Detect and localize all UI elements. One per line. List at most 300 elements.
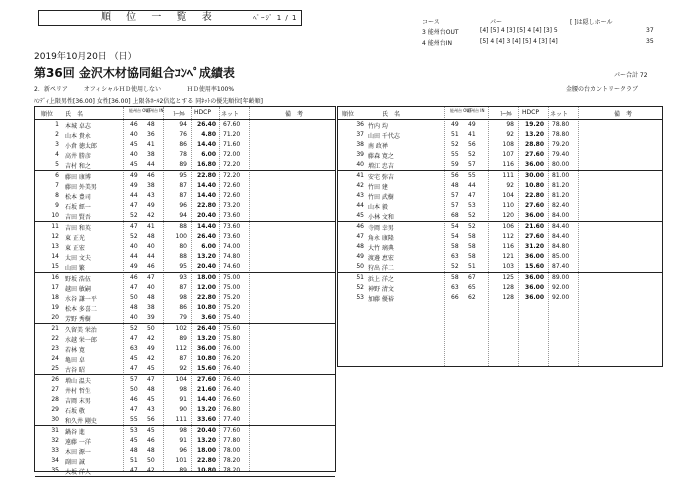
name-cell: 竹田 建 (368, 184, 388, 191)
official-hd-note: オフィシャルＨＤ使用しない (83, 86, 161, 93)
hdcp-cell: 13.20 (197, 437, 216, 444)
in-score-cell: 42 (147, 355, 155, 362)
hdcp-cell: 13.20 (197, 406, 216, 413)
name-cell: 山本 貴永 (65, 133, 91, 140)
net-cell: 77.40 (223, 416, 241, 423)
hdcp-cell: 22.80 (197, 294, 216, 301)
rank-cell: 53 (356, 294, 364, 301)
gross-cell: 87 (179, 182, 187, 189)
net-cell: 74.00 (223, 243, 241, 250)
out-score-cell: 55 (451, 151, 459, 158)
hdcp-cell: 20.40 (197, 427, 216, 434)
in-score-cell: 58 (468, 233, 476, 240)
name-cell: 東 正光 (65, 235, 85, 242)
gross-cell: 104 (502, 192, 514, 199)
in-score-cell: 48 (147, 294, 155, 301)
in-score-cell: 65 (468, 284, 476, 291)
net-cell: 82.40 (552, 202, 570, 209)
rank-cell: 25 (51, 365, 59, 372)
name-cell: 東 正宏 (65, 245, 85, 252)
hidden-hole-note: [ ]は隠しホール (570, 19, 613, 26)
course-label: コース (422, 19, 440, 26)
name-cell: 石坂 敬 (65, 408, 85, 415)
club-name: 金腰の台カントリークラブ (566, 86, 639, 93)
in-score-cell: 48 (147, 447, 155, 454)
name-cell: 安宅 弥吉 (368, 174, 394, 181)
event-date: 2019年10月20日 （日） (34, 52, 137, 62)
rank-cell: 4 (55, 151, 59, 158)
name-cell: 若林 寛 (65, 347, 85, 354)
name-cell: 山田 繁 (65, 265, 85, 272)
gross-cell: 89 (179, 161, 187, 168)
name-cell: 浜上 洋之 (368, 276, 394, 283)
hdcp-cell: 36.00 (525, 274, 544, 281)
par-label: パー (490, 19, 503, 26)
in-score-cell: 41 (147, 223, 155, 230)
rank-cell: 49 (356, 253, 364, 260)
name-cell: 古谷 昭 (65, 367, 85, 374)
table-row (35, 344, 335, 354)
hdcp-cell: 14.40 (197, 396, 216, 403)
name-cell: 山本 毅 (368, 204, 388, 211)
net-cell: 72.60 (223, 182, 241, 189)
gross-cell: 111 (175, 416, 187, 423)
out-score-cell: 48 (130, 304, 138, 311)
hdcp-cell: 36.00 (525, 294, 544, 301)
net-cell: 75.40 (223, 314, 241, 321)
in-score-cell: 45 (147, 396, 155, 403)
rank-cell: 12 (51, 233, 59, 240)
gross-cell: 94 (179, 121, 187, 128)
name-cell: 井村 哲生 (65, 388, 91, 395)
rank-cell: 21 (51, 325, 59, 332)
rank-cell: 33 (51, 447, 59, 454)
name-cell: 寺岡 幸男 (368, 225, 394, 232)
hdcp-cell: 36.00 (525, 284, 544, 291)
rank-header: 順位 (342, 111, 355, 118)
rank-cell: 7 (55, 182, 59, 189)
net-cell: 74.80 (223, 253, 241, 260)
net-cell: 92.00 (552, 284, 570, 291)
hdcp-cell: 20.40 (197, 263, 216, 270)
hdcp-cell: 13.20 (197, 335, 216, 342)
gross-cell: 116 (502, 243, 514, 250)
gross-cell: 98 (179, 294, 187, 301)
net-cell: 67.60 (223, 121, 241, 128)
table-row (35, 375, 335, 385)
rank-cell: 8 (55, 192, 59, 199)
in-score-cell: 49 (468, 121, 476, 128)
in-score-cell: 38 (147, 304, 155, 311)
table-row (35, 446, 335, 456)
net-cell: 84.40 (552, 233, 570, 240)
net-cell: 81.00 (552, 172, 570, 179)
net-cell: 89.00 (552, 274, 570, 281)
hdcp-cell: 33.60 (197, 416, 216, 423)
out-score-cell: 46 (130, 274, 138, 281)
hd-usage-note: ＨＤ使用率100% (186, 86, 235, 93)
net-cell: 74.60 (223, 263, 241, 270)
name-cell: 竹田 武樹 (368, 194, 394, 201)
rank-cell: 52 (356, 284, 364, 291)
table-row (338, 140, 662, 150)
name-cell: 南 政禅 (368, 143, 388, 150)
rank-cell: 24 (51, 355, 59, 362)
banner-title: 順 位 一 覧 表 (101, 12, 218, 23)
handicap-rule: ﾊﾝﾃﾞｨ上限男性[36.00] 女性[36.00] 上限各ﾎｰﾙ2倍迄とする 同ﾈｯﾄの優先順位[年齢順] (34, 98, 263, 105)
hdcp-cell: 18.00 (197, 447, 216, 454)
gross-header: ﾄｰﾀﾙ (173, 111, 186, 118)
hdcp-cell: 6.00 (201, 151, 216, 158)
course-total: 35 (646, 38, 654, 45)
net-cell: 75.00 (223, 284, 241, 291)
gross-cell: 91 (179, 396, 187, 403)
net-cell: 79.20 (552, 141, 570, 148)
name-cell: 藤田 康博 (65, 174, 91, 181)
name-header: 氏 名 (382, 111, 401, 118)
hdcp-cell: 10.80 (525, 182, 544, 189)
out-score-cell: 45 (130, 141, 138, 148)
name-cell: 水越 栄一郎 (65, 337, 97, 344)
table-row (35, 150, 335, 160)
course-holes: [5] 4 [4] 3 [4] [5] 4 [3] [4] (480, 38, 558, 45)
gross-cell: 103 (502, 263, 514, 270)
out-score-cell: 58 (451, 243, 459, 250)
table-row (35, 426, 335, 436)
rank-cell: 37 (356, 131, 364, 138)
out-score-cell: 49 (130, 172, 138, 179)
net-cell: 73.60 (223, 233, 241, 240)
gross-cell: 88 (179, 223, 187, 230)
rank-cell: 48 (356, 243, 364, 250)
out-score-cell: 40 (130, 314, 138, 321)
net-cell: 76.00 (223, 345, 241, 352)
gross-cell: 88 (179, 253, 187, 260)
out-score-cell: 52 (130, 325, 138, 332)
hdcp-cell: 22.80 (197, 172, 216, 179)
in-score-cell: 53 (468, 202, 476, 209)
name-cell: 増山 温夫 (65, 378, 91, 385)
table-row (35, 415, 335, 426)
table-row (35, 120, 335, 130)
rank-cell: 51 (356, 274, 364, 281)
par-total: パー合計 72 (614, 72, 648, 79)
gross-cell: 96 (179, 202, 187, 209)
hdcp-cell: 27.60 (197, 376, 216, 383)
gross-cell: 125 (502, 274, 514, 281)
net-cell: 72.20 (223, 161, 241, 168)
gross-cell: 86 (179, 304, 187, 311)
gross-cell: 106 (502, 223, 514, 230)
table-row (35, 160, 335, 171)
name-cell: 増江 忠吉 (368, 163, 394, 170)
out-score-cell: 52 (451, 263, 459, 270)
in-score-cell: 62 (468, 294, 476, 301)
in-score-cell: 47 (147, 274, 155, 281)
out-score-cell: 47 (130, 223, 138, 230)
out-score-cell: 51 (130, 457, 138, 464)
rank-cell: 50 (356, 263, 364, 270)
name-cell: 吉田 賢吾 (65, 214, 91, 221)
out-score-cell: 48 (130, 447, 138, 454)
net-cell: 77.60 (223, 427, 241, 434)
rank-cell: 40 (356, 161, 364, 168)
table-row (35, 313, 335, 324)
net-cell: 75.80 (223, 335, 241, 342)
rank-cell: 45 (356, 212, 364, 219)
out-score-cell: 48 (451, 182, 459, 189)
out-score-cell: 45 (130, 161, 138, 168)
course-total: 37 (646, 27, 654, 34)
out-score-cell: 47 (130, 365, 138, 372)
table-row (338, 171, 662, 181)
gross-cell: 90 (179, 406, 187, 413)
table-row (338, 191, 662, 201)
out-score-cell: 45 (130, 355, 138, 362)
in-header: 能州台 IN (146, 108, 164, 113)
hdcp-cell: 26.40 (197, 121, 216, 128)
name-cell: 吉村 和之 (65, 163, 91, 170)
name-cell: 本城 卓志 (65, 123, 91, 130)
net-cell: 78.20 (223, 467, 241, 474)
in-score-cell: 45 (147, 427, 155, 434)
net-cell: 76.60 (223, 396, 241, 403)
table-row (338, 273, 662, 283)
net-cell: 77.80 (223, 437, 241, 444)
table-row (35, 405, 335, 415)
remarks-header: 備 考 (285, 111, 304, 118)
course-name: 3 能州台OUT (422, 29, 459, 36)
in-score-cell: 48 (147, 386, 155, 393)
hdcp-cell: 31.20 (525, 243, 544, 250)
rank-cell: 35 (51, 467, 59, 474)
hdcp-cell: 6.00 (201, 243, 216, 250)
net-header: ネット (221, 111, 240, 118)
table-row (35, 211, 335, 222)
gross-cell: 94 (179, 212, 187, 219)
net-cell: 92.00 (552, 294, 570, 301)
hdcp-cell: 27.60 (525, 151, 544, 158)
name-cell: 久留美 栄治 (65, 327, 97, 334)
out-score-cell: 57 (451, 192, 459, 199)
hdcp-cell: 36.00 (525, 212, 544, 219)
page-label: ﾍﾟｰｼﾞ 1 / 1 (253, 14, 298, 22)
in-header: 能州台 IN (467, 108, 485, 113)
rank-cell: 5 (55, 161, 59, 168)
table-row (338, 283, 662, 293)
table-row (338, 150, 662, 160)
gross-header: ﾄｰﾀﾙ (500, 111, 513, 118)
net-cell: 76.40 (223, 376, 241, 383)
out-score-cell: 63 (451, 284, 459, 291)
hdcp-cell: 14.40 (197, 223, 216, 230)
gross-cell: 128 (502, 294, 514, 301)
out-score-cell: 59 (451, 161, 459, 168)
table-row (35, 252, 335, 262)
gross-cell: 98 (179, 427, 187, 434)
hdcp-cell: 20.40 (197, 212, 216, 219)
rank-cell: 9 (55, 202, 59, 209)
in-score-cell: 44 (147, 253, 155, 260)
out-score-cell: 40 (130, 243, 138, 250)
in-score-cell: 36 (147, 131, 155, 138)
net-cell: 79.40 (552, 151, 570, 158)
net-cell: 81.20 (552, 182, 570, 189)
name-cell: 藤森 寛之 (368, 153, 394, 160)
out-score-cell: 46 (130, 396, 138, 403)
name-cell: 藤田 外美男 (65, 184, 97, 191)
gross-cell: 100 (175, 233, 187, 240)
name-cell: 和久井 剛史 (65, 418, 97, 425)
in-score-cell: 38 (147, 182, 155, 189)
out-score-cell: 63 (451, 253, 459, 260)
in-score-cell: 43 (147, 192, 155, 199)
gross-cell: 89 (179, 467, 187, 474)
in-score-cell: 48 (147, 121, 155, 128)
table-row (338, 130, 662, 140)
rank-cell: 6 (55, 172, 59, 179)
name-cell: 松本 多喜二 (65, 306, 97, 313)
name-cell: 松本 豊司 (65, 194, 91, 201)
out-score-cell: 40 (130, 131, 138, 138)
gross-cell: 111 (502, 172, 514, 179)
rank-cell: 10 (51, 212, 59, 219)
rank-cell: 2 (55, 131, 59, 138)
rank-cell: 13 (51, 243, 59, 250)
gross-cell: 121 (502, 253, 514, 260)
table-row (338, 160, 662, 171)
gross-cell: 98 (179, 386, 187, 393)
table-row (338, 252, 662, 262)
hdcp-cell: 36.00 (525, 161, 544, 168)
hdcp-cell: 30.00 (525, 172, 544, 179)
hdcp-cell: 21.60 (197, 386, 216, 393)
name-cell: 石坂 經一 (65, 204, 91, 211)
gross-cell: 112 (175, 345, 187, 352)
name-cell: 神野 清文 (368, 286, 394, 293)
table-row (35, 171, 335, 181)
event-title: 第36回 金沢木材協同組合ｺﾝﾍﾟ成績表 (34, 66, 235, 80)
rank-cell: 28 (51, 396, 59, 403)
out-header: 能州台 OUT (450, 108, 472, 113)
name-cell: 渡邊 恵宏 (368, 255, 394, 262)
name-cell: 鍋谷 進 (65, 429, 85, 436)
rank-cell: 17 (51, 284, 59, 291)
out-score-cell: 44 (130, 253, 138, 260)
in-score-cell: 58 (468, 243, 476, 250)
gross-cell: 128 (502, 284, 514, 291)
out-score-cell: 47 (130, 335, 138, 342)
out-score-cell: 57 (451, 202, 459, 209)
hdcp-cell: 36.00 (525, 253, 544, 260)
rank-cell: 36 (356, 121, 364, 128)
in-score-cell: 51 (468, 263, 476, 270)
name-cell: 吉岡 末男 (65, 398, 91, 405)
rank-cell: 44 (356, 202, 364, 209)
hdcp-cell: 13.20 (525, 131, 544, 138)
in-score-cell: 42 (147, 335, 155, 342)
name-cell: 遠藤 一洋 (65, 439, 91, 446)
table-row (338, 232, 662, 242)
name-cell: 加藤 優裕 (368, 296, 394, 303)
name-cell: 大坂 洋人 (65, 469, 91, 476)
name-cell: 竹内 均 (368, 123, 388, 130)
table-row (35, 232, 335, 242)
in-score-cell: 56 (468, 141, 476, 148)
net-cell: 78.80 (552, 121, 570, 128)
gross-cell: 104 (175, 376, 187, 383)
name-cell: 小倉 徳太郎 (65, 143, 97, 150)
in-score-cell: 58 (468, 253, 476, 260)
net-cell: 76.40 (223, 365, 241, 372)
gross-cell: 80 (179, 243, 187, 250)
net-cell: 71.20 (223, 131, 241, 138)
out-score-cell: 58 (451, 274, 459, 281)
name-header: 氏 名 (65, 111, 84, 118)
hdcp-cell: 19.20 (525, 121, 544, 128)
gross-cell: 108 (502, 141, 514, 148)
hdcp-cell: 15.60 (525, 263, 544, 270)
gross-cell: 95 (179, 263, 187, 270)
net-cell: 84.40 (552, 223, 570, 230)
out-score-cell: 55 (130, 416, 138, 423)
out-score-cell: 63 (130, 345, 138, 352)
net-cell: 71.60 (223, 141, 241, 148)
hdcp-cell: 22.80 (525, 192, 544, 199)
gross-cell: 79 (179, 314, 187, 321)
table-row (35, 293, 335, 303)
hdcp-cell: 14.40 (197, 192, 216, 199)
gross-cell: 78 (179, 151, 187, 158)
hdcp-cell: 27.60 (525, 233, 544, 240)
name-cell: 狩出 洋二 (368, 265, 394, 272)
ranking-table-left (34, 106, 336, 476)
gross-cell: 101 (175, 457, 187, 464)
net-cell: 84.80 (552, 243, 570, 250)
name-cell: 高井 勝彦 (65, 153, 91, 160)
gross-cell: 93 (179, 274, 187, 281)
table-row (35, 303, 335, 313)
in-score-cell: 67 (468, 274, 476, 281)
gross-cell: 112 (502, 233, 514, 240)
in-score-cell: 44 (468, 182, 476, 189)
hdcp-cell: 10.80 (197, 467, 216, 474)
net-cell: 84.00 (552, 212, 570, 219)
table-row (338, 211, 662, 222)
hdcp-header: HDCP (522, 109, 539, 116)
course-row (420, 38, 678, 49)
name-cell: 吉田 和英 (65, 225, 91, 232)
net-cell: 72.20 (223, 172, 241, 179)
course-par-box (420, 17, 678, 49)
gross-cell: 92 (506, 182, 514, 189)
rank-cell: 26 (51, 376, 59, 383)
report-banner (38, 10, 302, 26)
table-row (35, 395, 335, 405)
rank-cell: 41 (356, 172, 364, 179)
hdcp-cell: 26.40 (197, 325, 216, 332)
table-row (338, 181, 662, 191)
table-row (35, 354, 335, 364)
out-score-cell: 53 (130, 427, 138, 434)
out-header: 能州台 OUT (129, 108, 151, 113)
rank-cell: 29 (51, 406, 59, 413)
out-score-cell: 49 (451, 121, 459, 128)
table-row (35, 385, 335, 395)
gross-cell: 92 (506, 131, 514, 138)
name-cell: 芳野 秀樹 (65, 316, 91, 323)
out-score-cell: 56 (451, 172, 459, 179)
